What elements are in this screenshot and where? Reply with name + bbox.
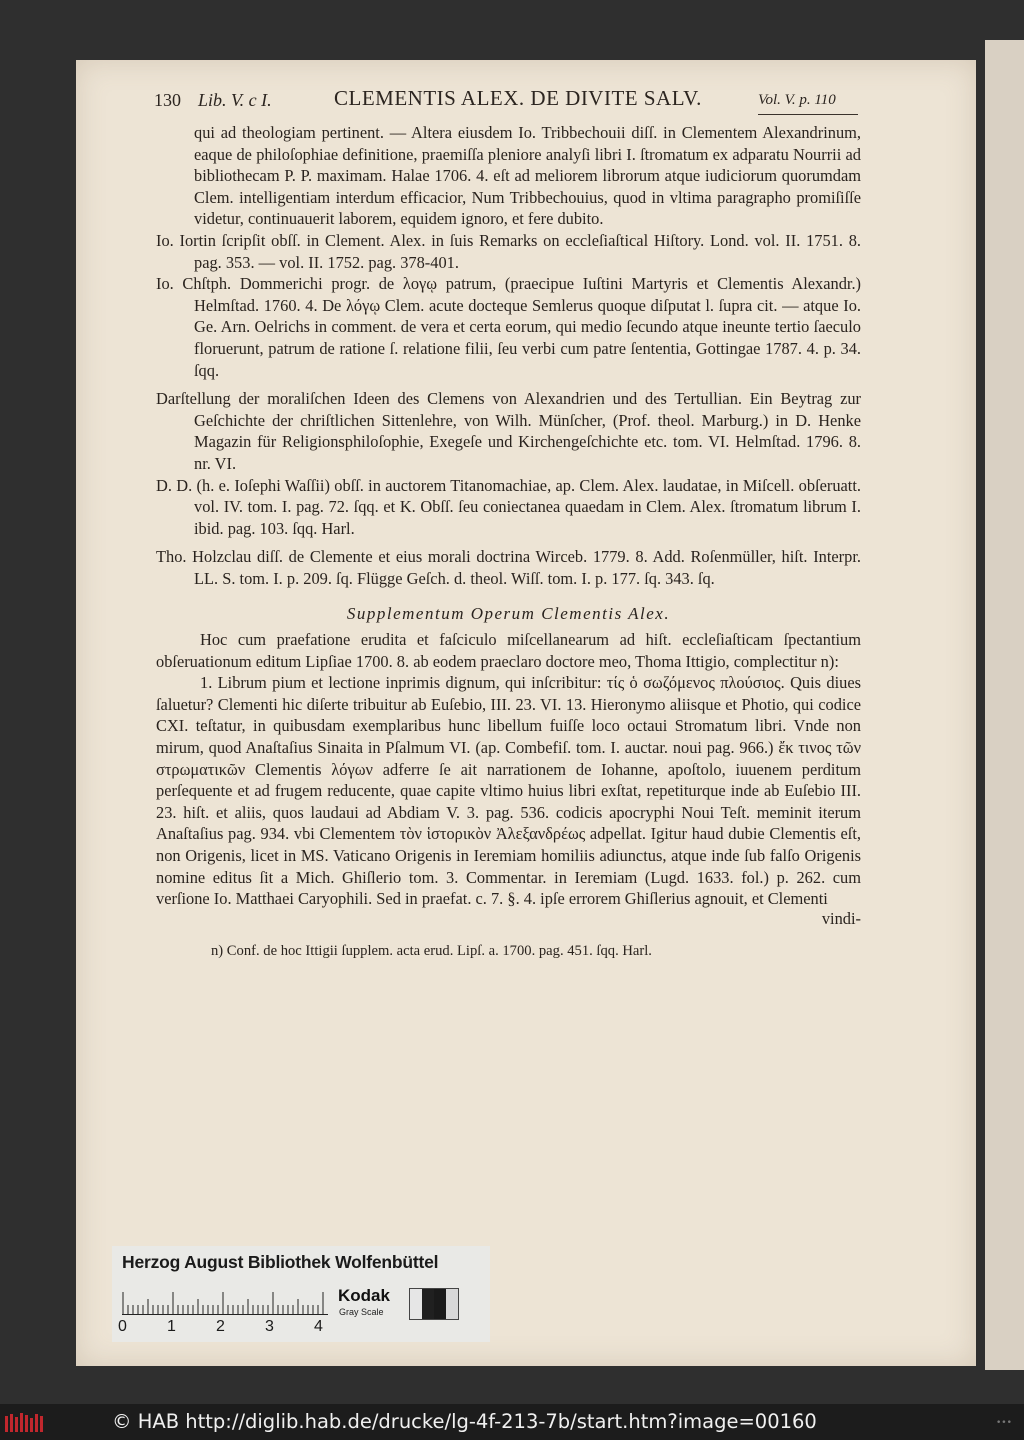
gray-step	[434, 1289, 446, 1319]
ruler-scale	[122, 1286, 328, 1315]
ruler-number: 3	[265, 1318, 274, 1335]
gray-step	[410, 1289, 422, 1319]
paragraph-tribbechouius: qui ad theologiam pertinent. — Altera eiusdem Io. Tribbechouii diſſ. in Clementem Alexandrinum, eaque de philoſophiae definitione, praemiſſa pleniore analyſi libri I. ſtromatum ex adparatu Nourrii ad bibliothecam P. P. maximam. Halae 1706. 4. eſt ad meliorem librorum atque iudiciorum quorumdam Clem. intelligentiam interdum efficacior, Num Tribbechouius, quod in vltima paragrapho promiſiſſe videtur, continuauerit laborem, equidem ignoro, et fere dubito.	[194, 123, 861, 229]
ruler-numbers	[118, 1318, 363, 1336]
ruler-number: 1	[167, 1318, 176, 1335]
gray-step	[422, 1289, 434, 1319]
book-reference: Lib. V. c I.	[198, 90, 272, 110]
hab-logo-icon	[4, 1412, 48, 1434]
footer-bar	[0, 1404, 1024, 1440]
volume-reference: Vol. V. p. 110	[758, 92, 836, 108]
paragraph-dommerich: Io. Chſtph. Dommerichi progr. de λογῳ patrum, (praecipue Iuſtini Martyris et Clementis Alexandr.) Helmſtad. 1760. 4. De λόγῳ Clem. acute docteque Semlerus quoque diſputat l. ſupra cit. — atque Io. Ge. Arn. Oelrichs in comment. de vera et certa eorum, qui medio ſecundo atque ineunte tertio ſaeculo floruerunt, patrum de ratione ſ. relatione filii, ſeu verbi cum patre ſententia, Gottingae 1787. 4. p. 34. ſqq.	[156, 274, 861, 380]
paragraph-wassius: D. D. (h. e. Ioſephi Waſſii) obſſ. in auctorem Titanomachiae, ap. Clem. Alex. laudatae, in Miſcell. obſeruatt. vol. IV. tom. I. pag. 72. ſqq. et K. Obſſ. ſeu coniectanea quaedam in Clem. Alex. ſtromatum librum I. ibid. pag. 103. ſqq. Harl.	[156, 475, 861, 538]
kodak-logo: Kodak	[338, 1286, 390, 1305]
paragraph-quis-dives: 1. Librum pium et lectione inprimis dignum, qui inſcribitur: τίς ὁ σωζόμενος πλούσιος. Quis diues ſaluetur? Clementi hic diſerte tribuitur ab Euſebio, III. 23. VI. 13. Hieronymo aliisque et Photio, qui codice CXI. teſtatur, in quibusdam exemplaribus hunc libellum fuiſſe loco octaui Stromatum libri. Vnde non mirum, quod Anaſtaſius Sinaita in Pſalmum VI. (ap. Combefiſ. tom. I. auctar. noui pag. 966.) ἔκ τινος τῶν στρωματικῶν Clementis λόγων adferre ſe ait narrationem de Iohanne, apoſtolo, iuuenem perditum perſequente et ad frugem reducente, quae capite vltimo huius libri exſtat, repetiturque inde ab Euſebio III. 23. hiſt. et aliis, quos laudaui ad Abdiam V. 3. pag. 536. codicis apocryphi Noui Teſt. meminit iterum Anaſtaſius pag. 934. vbi Clementem τὸν ἱστορικὸν Ἀλεξανδρέως adpellat. Igitur haud dubie Clementis eſt, non Origenis, licet in MS. Vaticano Origenis in Ieremiam homiliis adiunctus, atque inde ſub falſo Origenis nomine editus ſit a Mich. Ghiſlerio tom. 3. Commentar. in Ieremiam (Lugd. 1633. fol.) p. 262. cum verſione Io. Matthaei Caryophili. Sed in praefat. c. 7. §. 4. ipſe errorem Ghiſlerius agnouit, et Clementi	[156, 673, 861, 909]
copyright-url[interactable]: © HAB http://diglib.hab.de/drucke/lg-4f-213-7b/start.htm?image=00160	[112, 1410, 817, 1433]
footer-dots-icon: •••	[996, 1418, 1012, 1428]
facing-page-edge	[985, 40, 1024, 1370]
running-header	[154, 84, 862, 124]
gray-scale-label: Gray Scale	[339, 1307, 384, 1317]
page-number: 130	[154, 90, 181, 110]
section-heading: Supplementum Operum Clementis Alex.	[346, 604, 671, 624]
library-name: Herzog August Bibliothek Wolfenbüttel	[122, 1252, 439, 1272]
library-color-card	[112, 1246, 490, 1342]
volume-reference-underline	[758, 114, 858, 115]
running-title: CLEMENTIS ALEX. DE DIVITE SALV.	[334, 86, 702, 110]
page-body	[156, 122, 861, 963]
gray-step	[446, 1289, 458, 1319]
gray-scale-steps	[409, 1288, 459, 1320]
paragraph-supplementum: Hoc cum praefatione erudita et faſciculo miſcellanearum ad hiſt. eccleſiaſticam ſpectantium obſeruationum editum Lipſiae 1700. 8. ab eodem praeclaro doctore meo, Thoma Ittigio, complectitur n):	[156, 630, 861, 671]
ruler-number: 0	[118, 1318, 127, 1335]
paragraph-darstellung: Darſtellung der moraliſchen Ideen des Clemens von Alexandrien und des Tertullian. Ein Beytrag zur Geſchichte der chriſtlichen Sittenlehre, von Wilh. Münſcher, (Prof. theol. Marburg.) in D. Henke Magazin für Religionsphiloſophie, Exegeſe und Kirchengeſchichte etc. tom. VI. Helmſtad. 1796. 8. nr. VI.	[156, 389, 861, 473]
footnote: n) Conf. de hoc Ittigii ſupplem. acta erud. Lipſ. a. 1700. pag. 451. ſqq. Harl.	[211, 943, 652, 960]
paragraph-holzclau: Tho. Holzclau diſſ. de Clemente et eius morali doctrina Wirceb. 1779. 8. Add. Roſenmüller, hiſt. Interpr. LL. S. tom. I. p. 209. ſq. Flügge Geſch. d. theol. Wiſſ. tom. I. p. 177. ſq. 343. ſq.	[156, 547, 861, 588]
ruler-number: 2	[216, 1318, 225, 1335]
catchword: vindi-	[821, 908, 861, 928]
ruler-number: 4	[314, 1318, 323, 1335]
paragraph-iortin: Io. Iortin ſcripſit obſſ. in Clement. Alex. in ſuis Remarks on eccleſiaſtical Hiſtory. Lond. vol. II. 1751. 8. pag. 353. — vol. II. 1752. pag. 378-401.	[156, 230, 861, 272]
